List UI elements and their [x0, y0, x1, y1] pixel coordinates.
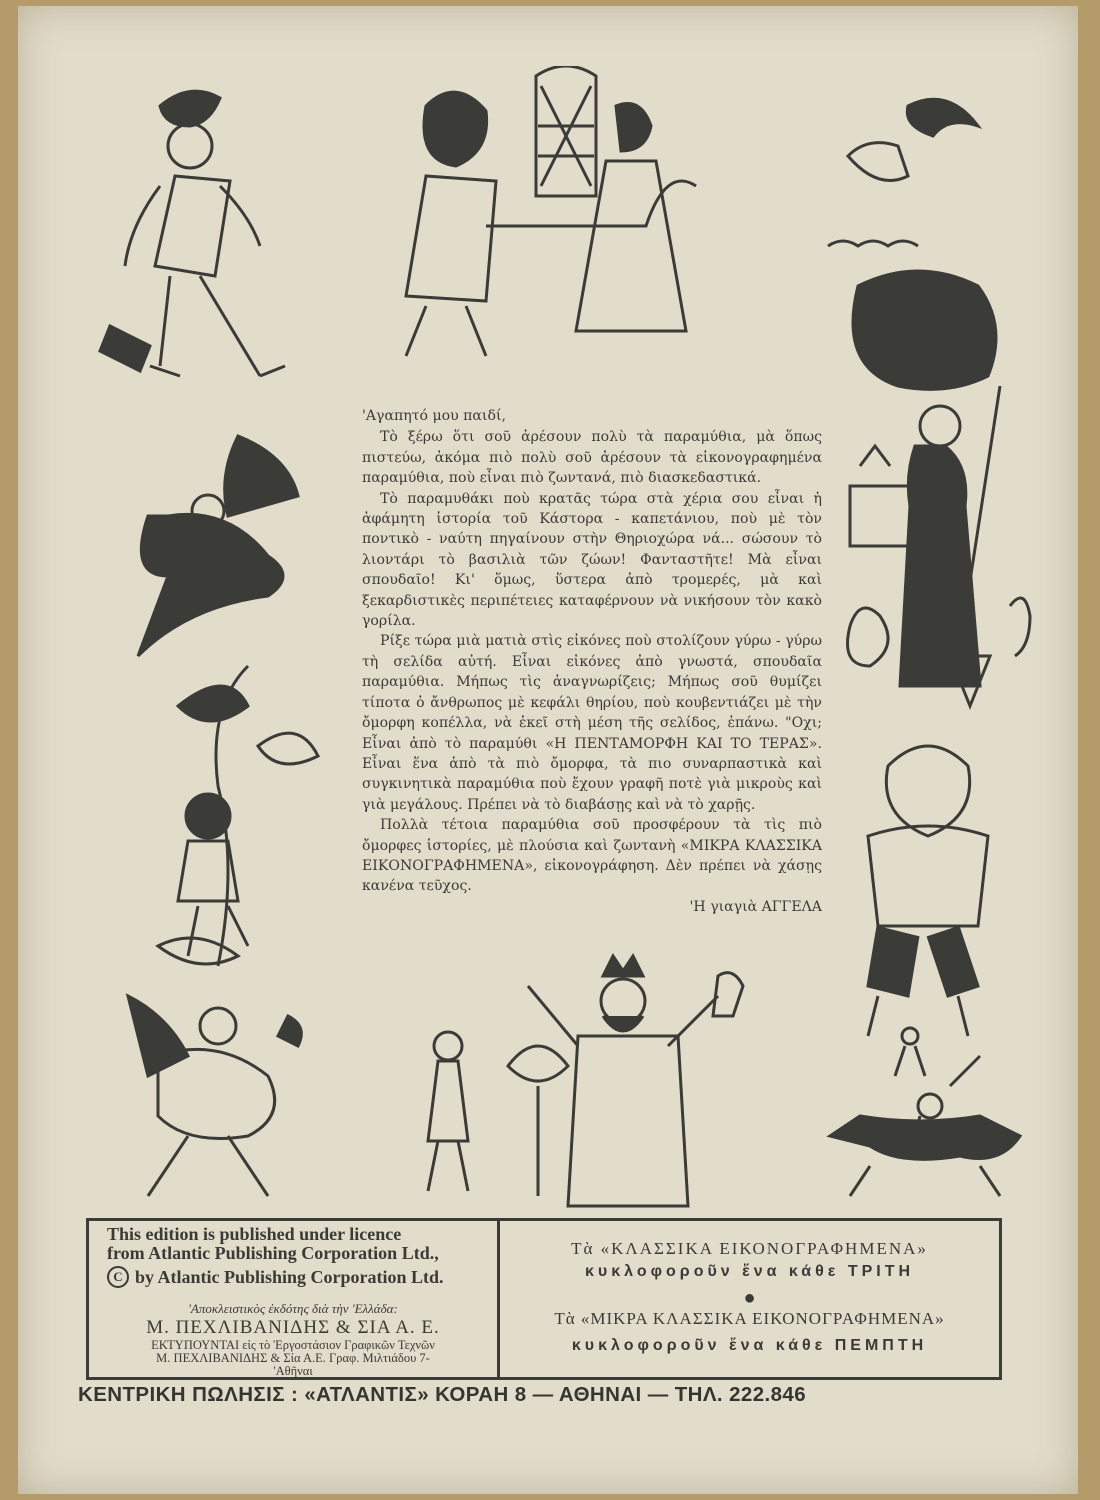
illustration-girl-with-broom: [830, 386, 1040, 716]
printer-info: [89, 1339, 497, 1378]
publication-schedule-box: [500, 1218, 1002, 1380]
licence-line: from Atlantic Publishing Corporation Ltd.,: [107, 1243, 439, 1263]
series-name: Τὰ «ΜΙΚΡΑ ΚΛΑΣΣΙΚΑ ΕΙΚΟΝΟΓΡΑΦΗΜΕΝΑ»: [554, 1309, 945, 1328]
publisher-info-box: [86, 1218, 500, 1380]
copyright-notice: [107, 1266, 444, 1288]
licence-line: This edition is published under licence: [107, 1224, 402, 1244]
series-name: Τὰ «ΚΛΑΣΣΙΚΑ ΕΙΚΟΝΟΓΡΑΦΗΜΕΝΑ»: [571, 1239, 928, 1258]
letter-signature: 'Η γιαγιὰ ΑΓΓΕΛΑ: [689, 898, 822, 915]
printer-line: 'Αθῆναι: [273, 1364, 313, 1378]
illustration-king-and-boy: [418, 936, 798, 1216]
illustration-walking-boy: [90, 46, 310, 426]
copyright-icon: C: [107, 1266, 129, 1288]
licence-notice: [107, 1225, 439, 1263]
exclusive-publisher-label: 'Αποκλειστικὸς ἐκδότης διὰ τὴν 'Ελλάδα:: [188, 1301, 398, 1316]
illustration-rider-on-fox: [810, 1016, 1040, 1216]
publisher-name: Μ. ΠΕΧΛΙΒΑΝΙΔΗΣ & ΣΙΑ Α. Ε.: [146, 1317, 440, 1338]
series-schedule: κυκλοφοροῦν ἕνα κάθε ΤΡΙΤΗ: [584, 1263, 915, 1280]
printer-line: ΕΚΤΥΠΟΥΝΤΑΙ εἰς τὸ Ἐργοστάσιον Γραφικῶν Τεχνῶν: [151, 1338, 435, 1352]
series-schedule: κυκλοφοροῦν ἕνα κάθε ΠΕΜΠΤΗ: [571, 1337, 928, 1354]
letter-to-child: [362, 406, 822, 917]
letter-paragraph: Πολλὰ τέτοια παραμύθια σοῦ προσφέρουν τὰ τὶς πιὸ ὄμορφες ἱστορίες, μὲ πλούσια καὶ ζωντανὴ «ΜΙΚΡΑ ΚΛΑΣΣΙΚΑ ΕΙΚΟΝΟΓΡΑΦΗΜΕΝΑ», εἰκονογράφηση. Δὲν πρέπει νὰ χάσῃς κανένα τεῦχος.: [362, 817, 822, 895]
printer-line: Μ. ΠΕΧΛΙΒΑΝΙΔΗΣ & Σία Α.Ε. Γραφ. Μιλτιάδου 7-: [156, 1351, 430, 1365]
central-sales-line: ΚΕΝΤΡΙΚΗ ΠΩΛΗΣΙΣ : «ΑΤΛΑΝΤΙΣ» ΚΟΡΑΗ 8 — ΑΘΗΝΑΙ — ΤΗΛ. 222.846: [78, 1383, 807, 1406]
letter-paragraph: Τὸ παραμυθάκι ποὺ κρατᾶς τώρα στὰ χέρια σου εἶναι ἡ ἀφάμητη ἱστορία τοῦ Κάστορα - καπετάνιου, ποὺ μὲ τὸν ποντικὸ - ναύτη πηγαίνουν στὴν Θηριοχώρα νά... σώσουν τὸ λιοντάρι τὸ βασιλιὰ τῶν ζώων! Φανταστῆτε! Μὰ εἶναι σπουδαῖο! Κι' ὅμως, ὕστερα ἀπὸ τρομερές, μὰ καὶ ξεκαρδιστικὲς περιπέτειες καταφέρνουν νὰ νικήσουν τὸν κακὸ γορίλα.: [362, 490, 822, 630]
illustration-bearded-man: [828, 726, 1028, 1046]
letter-paragraph: Τὸ ξέρω ὅτι σοῦ ἀρέσουν πολὺ τὰ παραμύθια, μὰ ὅπως πιστεύω, ἀκόμα πιὸ πολὺ σοῦ ἀρέσουν τὰ εἰκονογραφημένα παραμύθια, ποὺ εἶναι πιὸ ζωντανά, πιὸ διασκεδαστικά.: [362, 429, 822, 487]
separator-dot: ●: [743, 1287, 756, 1309]
illustration-boy-on-beanstalk: [108, 646, 328, 996]
illustration-beauty-and-beast: [366, 66, 726, 376]
copyright-text: by Atlantic Publishing Corporation Ltd.: [135, 1266, 444, 1287]
letter-greeting: 'Αγαπητό μου παιδί,: [362, 408, 506, 424]
illustration-girl-on-swallow: [88, 416, 318, 676]
illustration-whale: [818, 96, 1008, 396]
letter-paragraph: Ρίξε τώρα μιὰ ματιὰ στὶς εἰκόνες ποὺ στολίζουν γύρω - γύρω τὴ σελίδα αὐτή. Εἶναι εἰκόνες ἀπὸ γνωστά, σπουδαῖα παραμύθια. Μήπως τὶς ἀναγνωρίζεις; Μήπως σοῦ θυμίζει τίποτα ὁ ἄνθρωπος μὲ κεφάλι θηρίου, ποὺ κουβεντιάζει μὲ τὴν ὄμορφη κοπέλλα, νὰ ἐκεῖ στὴ μέση τῆς σελίδος, ἐπάνω. "Οχι; Εἶναι ἀπὸ τὸ παραμύθι «Η ΠΕΝΤΑΜΟΡΦΗ ΚΑΙ ΤΟ ΤΕΡΑΣ». Εἶναι ἕνα ἀπὸ τὰ πιὸ ὄμορφα, τὰ πιο συναρπαστικὰ καὶ συγκινητικὰ παραμύθια ποὺ ἔχουν γραφῆ ποτὲ γιὰ μικροὺς καὶ γιὰ μεγάλους. Πρέπει νὰ τὸ διαβάσῃς καὶ νὰ τὸ χαρῇς.: [362, 633, 822, 813]
illustration-rooster-rider: [98, 976, 328, 1216]
